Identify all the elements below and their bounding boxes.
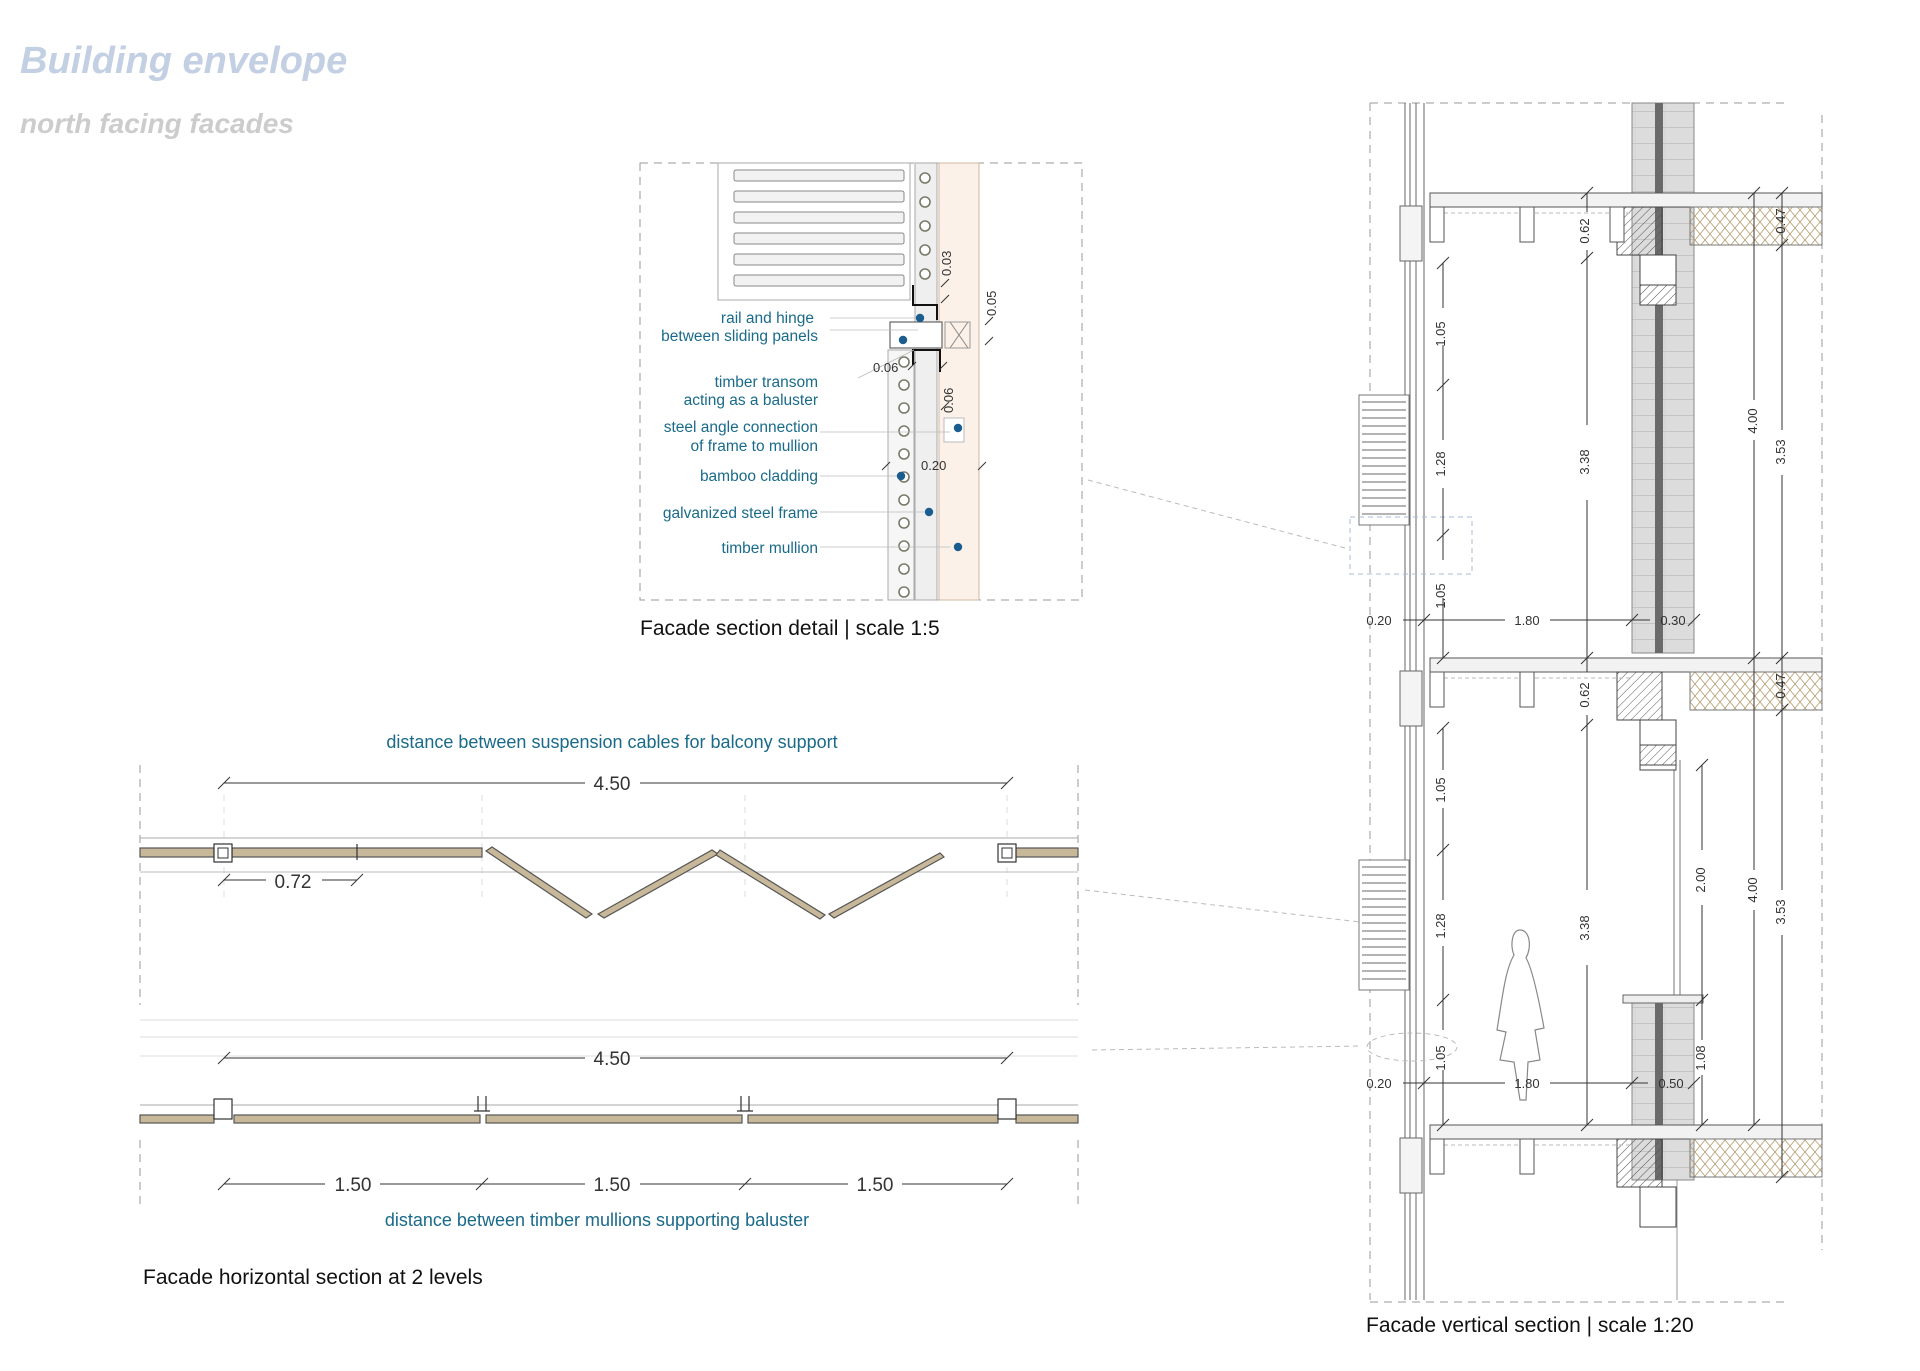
dim-vert-mid-3-38-b: 3.38 xyxy=(1577,915,1592,941)
dim-vert-window-2-00: 2.00 xyxy=(1693,867,1708,893)
dim-vert-right-4-00-b: 4.00 xyxy=(1745,877,1760,903)
note-suspension-cables: distance between suspension cables for balcony support xyxy=(386,732,838,752)
detail-labels xyxy=(661,310,818,557)
dim-detail-0-06-a: 0.06 xyxy=(873,360,899,375)
caption-horizontal-section: Facade horizontal section at 2 levels xyxy=(143,1266,483,1289)
dim-horiz-1-50-a: 1.50 xyxy=(334,1175,372,1196)
dim-horiz-1-50-b: 1.50 xyxy=(593,1175,631,1196)
dim-horiz-0-72: 0.72 xyxy=(274,872,312,893)
dim-detail-0-06-b: 0.06 xyxy=(941,387,956,413)
label-transom-1: timber transom xyxy=(714,374,818,391)
dim-detail-0-05: 0.05 xyxy=(984,290,999,316)
dim-vert-h-0-20-a: 0.20 xyxy=(1366,613,1392,628)
dim-vert-left-1: 1.05 xyxy=(1433,321,1448,347)
dim-horiz-4-50-upper: 4.50 xyxy=(593,774,631,795)
dim-vert-mid-3-38-a: 3.38 xyxy=(1577,449,1592,475)
label-timber-mullion: timber mullion xyxy=(721,540,818,557)
label-transom-2: acting as a baluster xyxy=(683,392,818,409)
dim-vert-right-0-47-b: 0.47 xyxy=(1773,673,1788,699)
page-subtitle: north facing facades xyxy=(20,108,294,139)
dim-vert-right-0-47-a: 0.47 xyxy=(1773,208,1788,234)
label-galvanized-frame: galvanized steel frame xyxy=(662,505,818,522)
dim-vert-h-0-20-b: 0.20 xyxy=(1366,1076,1392,1091)
dim-vert-h-0-50: 0.50 xyxy=(1658,1076,1684,1091)
horizontal-section-drawing xyxy=(140,765,1362,1210)
dim-vert-window-1-08: 1.08 xyxy=(1693,1045,1708,1071)
dim-vert-mid-0-62-b: 0.62 xyxy=(1577,682,1592,708)
dim-vert-right-4-00-a: 4.00 xyxy=(1745,408,1760,434)
dim-vert-left-2: 1.28 xyxy=(1433,451,1448,477)
label-bamboo-cladding: bamboo cladding xyxy=(699,468,818,485)
dim-vert-left-4: 1.05 xyxy=(1433,777,1448,803)
note-timber-mullions: distance between timber mullions supporting baluster xyxy=(384,1210,810,1230)
dim-vert-h-0-30: 0.30 xyxy=(1660,613,1686,628)
caption-detail-section: Facade section detail | scale 1:5 xyxy=(640,617,940,640)
dim-vert-left-6: 1.05 xyxy=(1433,1045,1448,1071)
dim-vert-h-1-80-a: 1.80 xyxy=(1514,613,1540,628)
caption-vertical-section: Facade vertical section | scale 1:20 xyxy=(1366,1314,1694,1337)
label-rail-hinge-2: between sliding panels xyxy=(661,328,818,345)
dim-vert-h-1-80-b: 1.80 xyxy=(1514,1076,1540,1091)
label-rail-hinge-1: rail and hinge xyxy=(720,310,814,327)
dim-vert-mid-0-62-a: 0.62 xyxy=(1577,218,1592,244)
dim-vert-right-3-53-b: 3.53 xyxy=(1773,899,1788,925)
label-steel-angle-1: steel angle connection xyxy=(663,419,818,436)
vertical-section-dimensions xyxy=(1366,208,1788,1091)
horizontal-section-texts xyxy=(275,732,894,1230)
dim-horiz-4-50-lower: 4.50 xyxy=(593,1049,631,1070)
dim-detail-0-03: 0.03 xyxy=(939,250,954,276)
dim-vert-right-3-53-a: 3.53 xyxy=(1773,439,1788,465)
dim-vert-left-5: 1.28 xyxy=(1433,913,1448,939)
page-title: Building envelope xyxy=(20,40,348,82)
dim-vert-left-3: 1.05 xyxy=(1433,583,1448,609)
dim-horiz-1-50-c: 1.50 xyxy=(856,1175,894,1196)
dim-detail-0-20: 0.20 xyxy=(921,458,947,473)
label-steel-angle-2: of frame to mullion xyxy=(690,438,818,455)
